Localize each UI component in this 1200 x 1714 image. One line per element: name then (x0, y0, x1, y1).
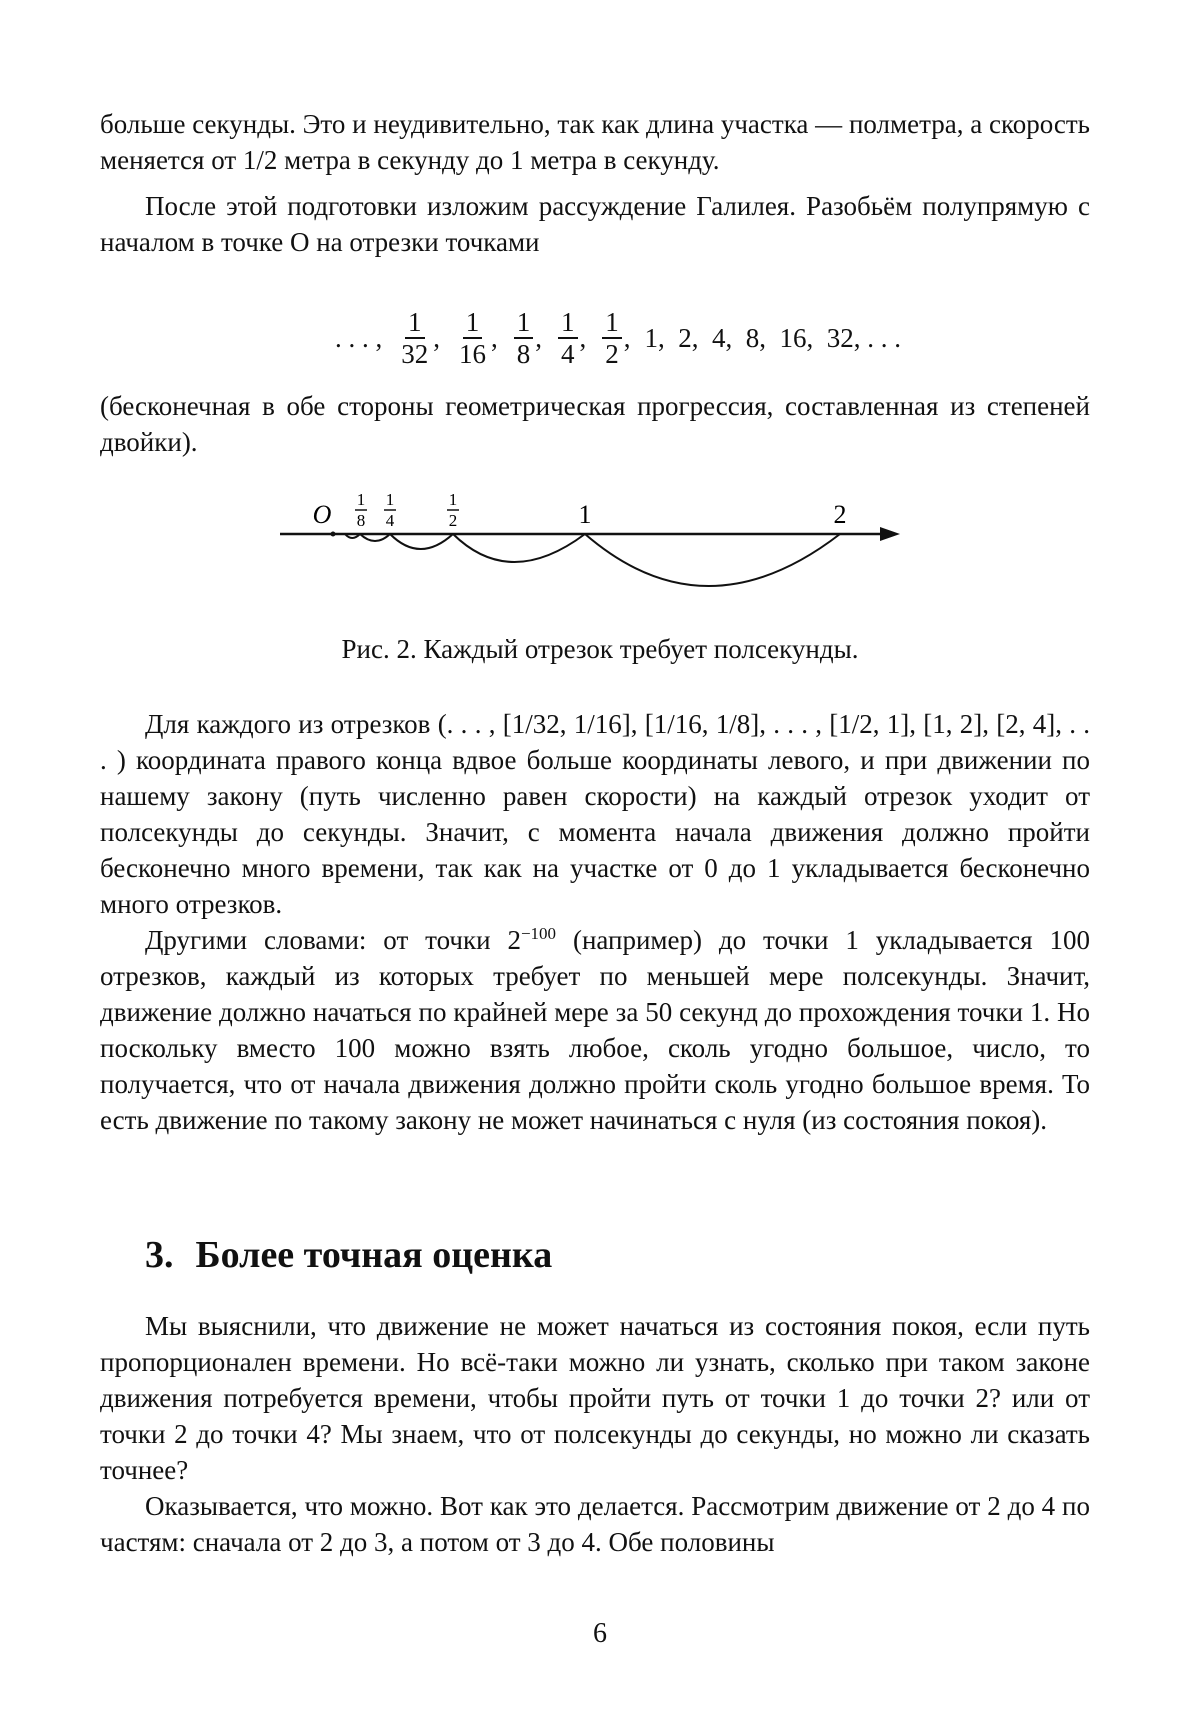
tick-fraction-label (447, 490, 459, 530)
sequence-lead: . . . , (335, 323, 382, 354)
paragraph-section3-second: Оказывается, что можно. Вот как это делается. Рассмотрим движение от 2 до 4 по частям: сначала от 2 до 3, а потом от 3 до 4. Обе половины (100, 1488, 1090, 1560)
svg-text:1: 1 (386, 490, 395, 509)
text-block-middle (100, 706, 1090, 1138)
paragraph-other-words-rest: (например) до точки 1 укладывается 100 отрезков, каждый из которых требует по меньшей мере полсекунды. Значит, движение должно начаться по крайней мере за 50 секунд до прохождения точки 1. Но поскольку вместо 100 можно взять любое, сколь угодно большое, число, то получается, что от начала движения должно пройти сколь угодно большое время. То есть движение по такому закону не может начинаться с нуля (из состояния покоя). (100, 925, 1090, 1135)
svg-text:8: 8 (357, 511, 366, 530)
book-page (0, 0, 1200, 1714)
tick-fraction-label (355, 490, 367, 530)
svg-text:1: 1 (449, 490, 458, 509)
exponent: −100 (521, 924, 556, 943)
paragraph-galileo-intro-text: После этой подготовки изложим рассуждение Галилея. Разобьём полупрямую с началом в точке O на отрезки точками (100, 191, 1090, 257)
svg-text:2: 2 (449, 511, 458, 530)
text-block-geom (100, 388, 1090, 460)
sequence-tail: 1, 2, 4, 8, 16, 32, . . . (645, 323, 902, 354)
power-of-two-sequence (0, 298, 1200, 378)
tick-fraction-label (384, 490, 396, 530)
section-title: Более точная оценка (196, 1234, 553, 1276)
page-number: 6 (0, 1618, 1200, 1650)
sequence-fraction: 1 16 , (454, 307, 508, 369)
arc-segment (390, 534, 453, 549)
sequence-fraction: 1 4 , (556, 307, 596, 369)
sequence-fraction: 1 32 , (396, 307, 450, 369)
section-number: 3. (145, 1234, 174, 1276)
tick-label-1: 1 (579, 500, 592, 529)
paragraph-segments: Для каждого из отрезков (. . . , [1/32, 1/16], [1/16, 1/8], . . . , [1/2, 1], [1, 2], [2, 4], . . . ) координата правого конца вдвое больше координаты левого, и при движении по нашему закону (путь численно равен скорости) на каждый отрезок уходит от полсекунды до секунды. Значит, с момента начала движения должно пройти бесконечно много времени, так как на участке от 0 до 1 укладывается бесконечно много отрезков. (100, 706, 1090, 922)
paragraph-other-words (100, 922, 1090, 1138)
figure-caption: Рис. 2. Каждый отрезок требует полсекунды. (0, 634, 1200, 665)
paragraph-galileo-intro (100, 188, 1090, 260)
svg-text:1: 1 (357, 490, 366, 509)
arc-segment (585, 534, 840, 586)
arrow-head-icon (880, 527, 900, 541)
sequence-fraction: 1 2 , (600, 307, 640, 369)
text-block-section3 (100, 1308, 1090, 1560)
paragraph-continuation: больше секунды. Это и неудивительно, так как длина участка — полметра, а скорость меняется от 1/2 метра в секунду до 1 метра в секунду. (100, 106, 1090, 178)
section-heading (145, 1233, 552, 1277)
origin-label: O (313, 500, 332, 529)
paragraph-section3-first: Мы выяснили, что движение не может начаться из состояния покоя, если путь пропорционален времени. Но всё-таки можно ли узнать, сколько при таком законе движения потребуется времени, чтобы пройти путь от точки 1 до точки 2? или от точки 2 до точки 4? Мы знаем, что от полсекунды до секунды, но можно ли сказать точнее? (100, 1308, 1090, 1488)
paragraph-geometric-progression: (бесконечная в обе стороны геометрическая прогрессия, составленная из степеней двойки). (100, 388, 1090, 460)
arc-segment (453, 534, 585, 562)
origin-point (331, 532, 336, 537)
number-line-figure (0, 480, 1200, 600)
sequence-fraction: 1 8 , (512, 307, 552, 369)
svg-text:4: 4 (386, 511, 395, 530)
paragraph-other-words-start: Другими словами: от точки 2 (145, 925, 521, 955)
tick-label-2: 2 (834, 500, 847, 529)
text-block-top (100, 106, 1090, 260)
